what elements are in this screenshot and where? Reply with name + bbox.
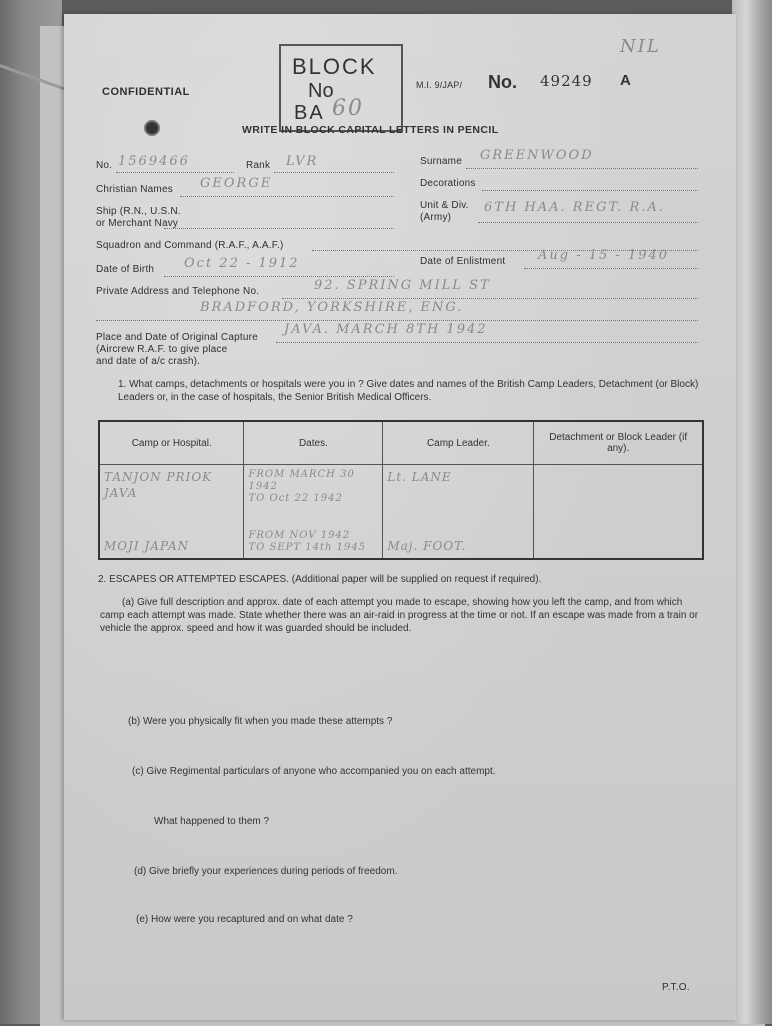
instruction-text: WRITE IN BLOCK CAPITAL LETTERS IN PENCIL bbox=[242, 124, 499, 136]
enlistment-line bbox=[524, 268, 698, 269]
unit-label-2: (Army) bbox=[420, 212, 452, 223]
block-stamp-word: BLOCK bbox=[292, 54, 377, 79]
christian-names-line bbox=[180, 196, 394, 197]
punch-hole bbox=[144, 120, 160, 136]
enlistment-value: Aug - 15 - 1940 bbox=[538, 248, 670, 263]
christian-names-label: Christian Names bbox=[96, 184, 173, 195]
dob-label: Date of Birth bbox=[96, 264, 155, 275]
capture-label-1: Place and Date of Original Capture bbox=[96, 332, 258, 343]
question-2b: (b) Were you physically fit when you made these attempts ? bbox=[128, 716, 393, 727]
table-row bbox=[99, 465, 703, 519]
decorations-label: Decorations bbox=[420, 178, 476, 189]
pto-marker: P.T.O. bbox=[662, 982, 690, 993]
unit-value: 6TH HAA. REGT. R.A. bbox=[484, 200, 665, 215]
header-detachment-leader: Detachment or Block Leader (if any). bbox=[534, 421, 703, 465]
block-stamp-no: No bbox=[308, 80, 334, 102]
question-2d: (d) Give briefly your experiences during periods of freedom. bbox=[134, 866, 398, 877]
mi-reference: M.I. 9/JAP/ bbox=[416, 80, 463, 90]
address-line-2-rule bbox=[96, 320, 698, 321]
cell-camp-leader: Maj. FOOT. bbox=[383, 519, 534, 559]
confidential-heading: CONFIDENTIAL bbox=[102, 86, 190, 98]
camps-table-header bbox=[99, 421, 703, 465]
capture-value: JAVA. MARCH 8TH 1942 bbox=[284, 322, 488, 337]
serial-number: 49249 bbox=[540, 72, 593, 90]
unit-line bbox=[478, 222, 698, 223]
cell-camp-leader: Lt. LANE bbox=[383, 465, 534, 519]
cell-detachment-leader bbox=[534, 465, 703, 519]
decorations-line bbox=[482, 190, 698, 191]
dob-line bbox=[164, 276, 394, 277]
rank-label: Rank bbox=[246, 160, 271, 171]
surname-value: GREENWOOD bbox=[480, 148, 594, 163]
question-1-text: 1. What camps, detachments or hospitals were you in ? Give dates and names of the British Camp Leaders, Detachment (or Block) Leaders or, in the case of hospitals, the Senior British Medical Officers. bbox=[118, 379, 699, 403]
christian-names-value: GEORGE bbox=[200, 176, 273, 191]
section-2-heading: 2. ESCAPES OR ATTEMPTED ESCAPES. (Additional paper will be supplied on request if required). bbox=[98, 574, 542, 585]
page-stack-edge bbox=[732, 0, 772, 1024]
question-2c-followup: What happened to them ? bbox=[154, 816, 270, 827]
capture-label-3: and date of a/c crash). bbox=[96, 356, 201, 367]
block-handwritten-number: 60 bbox=[332, 96, 364, 121]
rank-value: LVR bbox=[286, 154, 319, 169]
question-2e: (e) How were you recaptured and on what date ? bbox=[136, 914, 353, 925]
cell-dates: FROM MARCH 30 1942 TO Oct 22 1942 bbox=[244, 465, 383, 519]
header-camp-leader: Camp Leader. bbox=[383, 421, 534, 465]
rank-line bbox=[274, 172, 394, 173]
cell-detachment-leader bbox=[534, 519, 703, 559]
table-row bbox=[99, 519, 703, 559]
cell-dates: FROM NOV 1942 TO SEPT 14th 1945 bbox=[244, 519, 383, 559]
dob-value: Oct 22 - 1912 bbox=[184, 256, 300, 271]
enlistment-label: Date of Enlistment bbox=[420, 256, 506, 267]
address-line-2: BRADFORD, YORKSHIRE, ENG. bbox=[200, 300, 464, 315]
unit-label-1: Unit & Div. bbox=[420, 200, 469, 211]
serial-suffix: A bbox=[620, 72, 631, 89]
surname-line bbox=[466, 168, 698, 169]
cell-camp: TANJON PRIOK JAVA bbox=[99, 465, 244, 519]
address-line-1-rule bbox=[282, 298, 698, 299]
question-2a: (a) Give full description and approx. date of each attempt you made to escape, showing how you left the camp, and from which camp each attempt was made. State whether there was an air-raid in progress at the time or not. If an escape was made from a train or vehicle the approx. speed and how it was guarded should be included. bbox=[100, 597, 699, 634]
no-line bbox=[116, 172, 234, 173]
camps-table bbox=[98, 420, 704, 560]
address-label: Private Address and Telephone No. bbox=[96, 286, 260, 297]
handwritten-nil: NIL bbox=[620, 36, 661, 57]
ship-label-2: or Merchant Navy bbox=[96, 218, 179, 229]
surname-label: Surname bbox=[420, 156, 462, 167]
address-line-1: 92. SPRING MILL ST bbox=[314, 278, 491, 293]
question-2c: (c) Give Regimental particulars of anyone who accompanied you on each attempt. bbox=[132, 766, 496, 777]
block-stamp-ba: BA bbox=[294, 102, 325, 124]
cell-camp: MOJI JAPAN bbox=[99, 519, 244, 559]
ship-line bbox=[164, 228, 394, 229]
squadron-label: Squadron and Command (R.A.F., A.A.F.) bbox=[96, 240, 284, 251]
no-label: No. bbox=[96, 160, 113, 171]
form-page bbox=[64, 14, 736, 1020]
header-dates: Dates. bbox=[244, 421, 383, 465]
no-value: 1569466 bbox=[118, 154, 190, 169]
capture-line bbox=[276, 342, 698, 343]
header-camp: Camp or Hospital. bbox=[99, 421, 244, 465]
serial-no-label: No. bbox=[488, 72, 517, 92]
capture-label-2: (Aircrew R.A.F. to give place bbox=[96, 344, 228, 355]
ship-label-1: Ship (R.N., U.S.N. bbox=[96, 206, 181, 217]
